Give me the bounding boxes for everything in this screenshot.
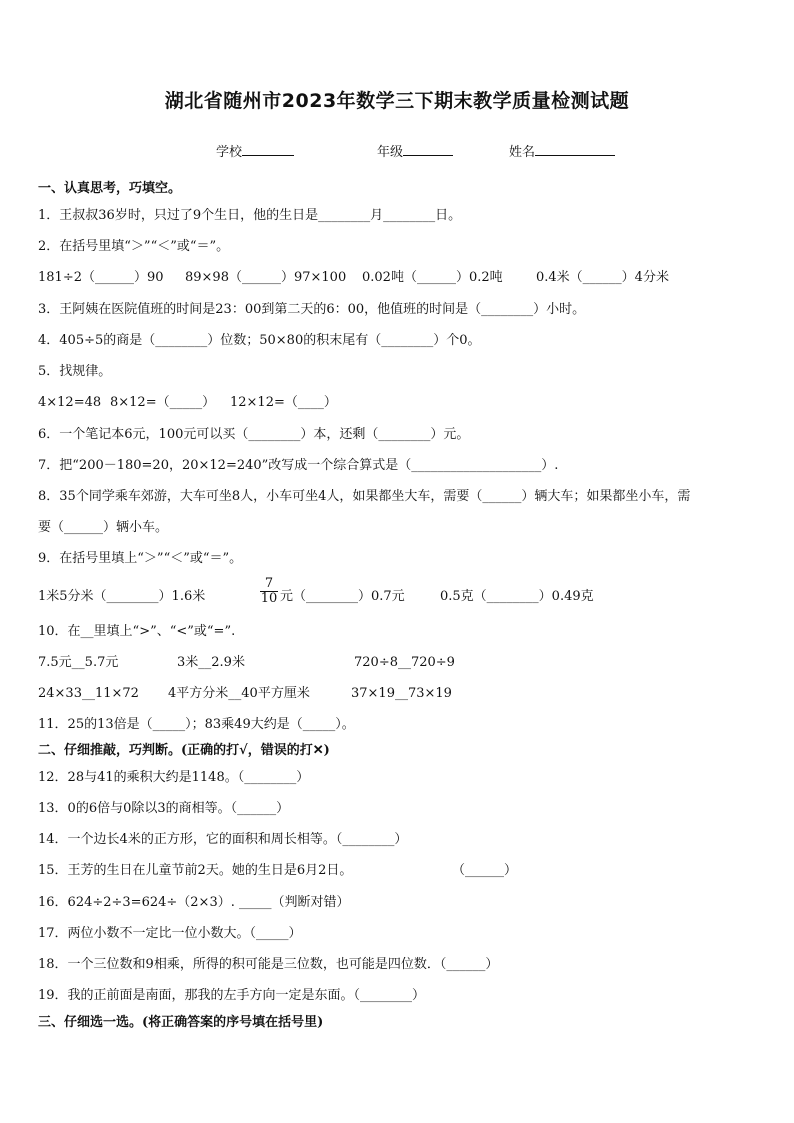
question-5b: 8×12=（_____） (110, 395, 216, 410)
question-2: 2．在括号里填“＞”“＜”或“＝”。 (38, 239, 230, 254)
grade-label: 年级 (377, 145, 404, 160)
question-18: 18．一个三位数和9相乘，所得的积可能是三位数，也可能是四位数．（______） (38, 957, 499, 972)
question-4: 4．405÷5的商是（________）位数；50×80的积末尾有（________）个0。 (38, 333, 481, 348)
section-2-heading: 二、仔细推敲，巧判断。(正确的打√，错误的打✕) (38, 743, 330, 758)
question-11: 11．25的13倍是（_____）；83乘49大约是（_____）。 (38, 717, 355, 732)
question-5: 5．找规律。 (38, 364, 112, 379)
question-10b: 3米__2.9米 (177, 655, 245, 670)
question-2d: 0.4米（______）4分米 (536, 270, 669, 285)
fraction-numerator: 7 (260, 577, 278, 592)
question-7: 7．把“200－180=20，20×12=240”改写成一个综合算式是（____________________）. (38, 458, 559, 473)
section-1-heading: 一、认真思考，巧填空。 (38, 181, 182, 196)
section-3-heading: 三、仔细选一选。(将正确答案的序号填在括号里) (38, 1015, 324, 1030)
question-10: 10．在__里填上“>”、“<”或“=”. (38, 624, 236, 639)
question-9a: 1米5分米（________）1.6米 (38, 589, 206, 604)
question-10a: 7.5元__5.7元 (38, 655, 119, 670)
question-2-items (38, 270, 758, 286)
fraction-denominator: 10 (260, 591, 278, 606)
question-10-row-1 (38, 655, 738, 671)
question-19: 19．我的正前面是南面，那我的左手方向一定是东面。（________） (38, 988, 426, 1003)
question-12: 12．28与41的乘积大约是1148。（________） (38, 770, 310, 785)
question-17: 17．两位小数不一定比一位小数大。（_____） (38, 926, 302, 941)
question-10-row-2 (38, 686, 738, 702)
name-label: 姓名 (509, 145, 536, 160)
question-15-text: 15．王芳的生日在儿童节前2天。她的生日是6月2日。 (38, 863, 353, 878)
question-8-line-1: 8．35个同学乘车郊游，大车可坐8人，小车可坐4人，如果都坐大车，需要（______）辆大车；如果都坐小车，需 (38, 489, 691, 504)
name-field (509, 141, 615, 160)
question-15-blank: （______） (452, 863, 518, 878)
question-13: 13．0的6倍与0除以3的商相等。（______） (38, 801, 290, 816)
grade-field (377, 141, 453, 160)
question-10c: 720÷8__720÷9 (354, 655, 455, 670)
school-field (216, 141, 294, 160)
question-16: 16．624÷2÷3=624÷（2×3）. _____（判断对错） (38, 895, 350, 910)
question-5c: 12×12=（____） (230, 395, 337, 410)
question-2a: 181÷2（______）90 (38, 270, 164, 285)
question-1: 1．王叔叔36岁时，只过了9个生日，他的生日是________月________日。 (38, 208, 462, 223)
question-9b: 元（________）0.7元 (280, 589, 405, 604)
question-10d: 24×33__11×72 (38, 686, 139, 701)
question-8-line-2: 要（______）辆小车。 (38, 520, 169, 535)
question-10e: 4平方分米__40平方厘米 (168, 686, 310, 701)
school-blank[interactable] (242, 141, 294, 156)
question-2c: 0.02吨（______）0.2吨 (362, 270, 503, 285)
question-5a: 4×12=48 (38, 395, 102, 410)
question-9: 9．在括号里填上“＞”“＜”或“＝”。 (38, 551, 243, 566)
page-title: 湖北省随州市2023年数学三下期末教学质量检测试题 (164, 90, 630, 112)
fraction-7-10 (260, 577, 278, 606)
question-6: 6．一个笔记本6元，100元可以买（________）本，还剩（________）元。 (38, 427, 470, 442)
question-5-items (38, 395, 438, 411)
question-3: 3．王阿姨在医院值班的时间是23：00到第二天的6：00，他值班的时间是（________）小时。 (38, 302, 586, 317)
school-label: 学校 (216, 145, 243, 160)
question-9c: 0.5克（________）0.49克 (440, 589, 594, 604)
question-15 (38, 863, 758, 879)
question-9-items (38, 576, 738, 606)
question-2b: 89×98（______）97×100 (185, 270, 347, 285)
question-10f: 37×19__73×19 (351, 686, 452, 701)
grade-blank[interactable] (403, 141, 453, 156)
name-blank[interactable] (535, 141, 615, 156)
question-14: 14．一个边长4米的正方形，它的面积和周长相等。（________） (38, 832, 408, 847)
